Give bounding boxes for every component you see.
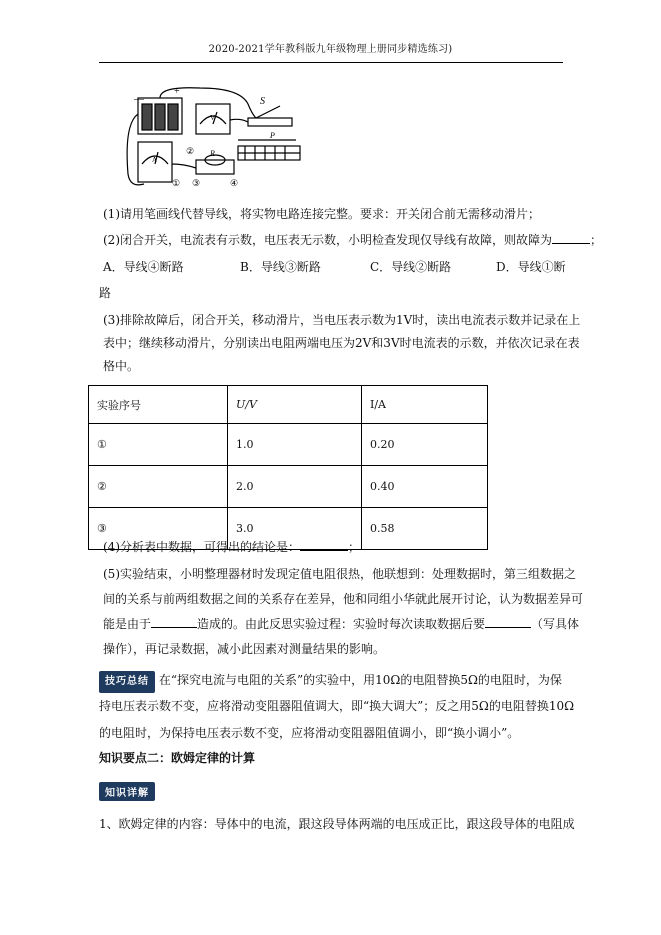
tip-line-1 — [99, 671, 562, 693]
question-5-line-3c: （写具体 — [531, 617, 580, 631]
question-2-text: (2)闭合开关，电流表有示数，电压表无示数，小明检查发现仅导线有故障，则故障为 — [103, 233, 553, 247]
table-header-cell: 实验序号 — [89, 386, 228, 424]
data-table — [88, 385, 488, 550]
question-4 — [103, 538, 360, 556]
figure-label-3: ③ — [192, 178, 201, 188]
figure-label-4: ④ — [230, 178, 239, 188]
question-5-line-3 — [103, 615, 579, 633]
table-row — [89, 466, 488, 508]
ohms-law-line: 1、欧姆定律的内容：导体中的电流，跟这段导体两端的电压成正比，跟这段导体的电阻成 — [99, 817, 575, 831]
table-cell: 3.0 — [228, 508, 362, 550]
table-cell: 0.58 — [362, 508, 488, 550]
tip-text-1: 在“探究电流与电阻的关系”的实验中，用10Ω的电阻替换5Ω的电阻时，为保 — [158, 673, 562, 687]
question-1: (1)请用笔画线代替导线，将实物电路连接完整。要求：开关闭合前无需移动滑片； — [103, 207, 541, 221]
table-header-cell: U/V — [228, 386, 362, 424]
question-2-end: ； — [590, 233, 603, 247]
choice-a[interactable]: A．导线④断路 — [103, 260, 184, 274]
figure-plus-label: + — [174, 86, 180, 97]
question-5-line-3b: 造成的。由此反思实验过程：实验时每次读取数据后要 — [197, 617, 486, 631]
knowledge-badge: 知识详解 — [99, 782, 155, 801]
answer-blank-q4[interactable] — [300, 538, 348, 551]
table-cell: ③ — [89, 508, 228, 550]
figure-v-label: V — [210, 114, 216, 122]
tip-line-3: 的电阻时，为保持电压表示数不变，应将滑动变阻器阻值调小，即“换小调小”。 — [99, 726, 520, 740]
table-header-row — [89, 386, 488, 424]
question-5-line-4: 操作），再记录数据，减小此因素对测量结果的影响。 — [103, 642, 386, 656]
figure-s-label: S — [260, 96, 265, 107]
figure-p-label: P — [270, 131, 275, 140]
table-cell: 1.0 — [228, 424, 362, 466]
switch — [248, 118, 292, 126]
figure-a-label: A — [152, 156, 158, 164]
table-cell: 2.0 — [228, 466, 362, 508]
question-3-line-3: 格中。 — [103, 359, 140, 373]
circuit-figure — [120, 84, 310, 194]
question-5-line-1: (5)实验结束，小明整理器材时发现定值电阻很热，他联想到：处理数据时，第三组数据之 — [103, 567, 577, 581]
question-2 — [103, 231, 602, 249]
question-4-end: ； — [348, 540, 361, 554]
knowledge-badge-wrap — [99, 781, 155, 801]
question-5-line-3a: 能是由于 — [103, 617, 152, 631]
figure-r-label: R — [210, 149, 215, 158]
tip-line-2: 持电压表示数不变，应将滑动变阻器阻值调大，即“换大调大”；反之用5Ω的电阻替换10Ω — [99, 699, 575, 713]
answer-blank-q5b[interactable] — [485, 615, 531, 628]
table-row — [89, 424, 488, 466]
choice-c[interactable]: C．导线②断路 — [370, 260, 452, 274]
answer-blank-q5a[interactable] — [151, 615, 197, 628]
section-title: 知识要点二：欧姆定律的计算 — [99, 751, 256, 765]
page-header: 2020-2021学年教科版九年级物理上册同步精选练习) — [208, 44, 453, 55]
choice-d-continued: 路 — [99, 286, 112, 300]
table-header-cell: I/A — [362, 386, 488, 424]
question-3-line-2: 表中；继续移动滑片，分别读出电阻两端电压为2V和3V时电流表的示数，并依次记录在表 — [103, 336, 580, 350]
resistor — [196, 160, 234, 174]
table-cell: 0.40 — [362, 466, 488, 508]
table-cell: 0.20 — [362, 424, 488, 466]
tip-badge: 技巧总结 — [99, 671, 155, 693]
question-5-line-2: 间的关系与前两组数据之间的关系存在差异，他和同组小华就此展开讨论，认为数据差异可 — [103, 592, 584, 606]
figure-label-2: ② — [186, 146, 195, 156]
question-3-line-1: (3)排除故障后，闭合开关，移动滑片，当电压表示数为1V时，读出电流表示数并记录在上 — [103, 313, 581, 327]
header-rule — [99, 62, 563, 63]
figure-minus-label: — — [134, 94, 144, 105]
choice-d[interactable]: D．导线①断 — [496, 260, 566, 274]
figure-label-1: ① — [172, 178, 181, 188]
table-cell: ② — [89, 466, 228, 508]
question-4-text: (4)分析表中数据，可得出的结论是： — [103, 540, 300, 554]
table-cell: ① — [89, 424, 228, 466]
answer-blank-q2[interactable] — [552, 231, 590, 244]
choice-b[interactable]: B．导线③断路 — [240, 260, 321, 274]
